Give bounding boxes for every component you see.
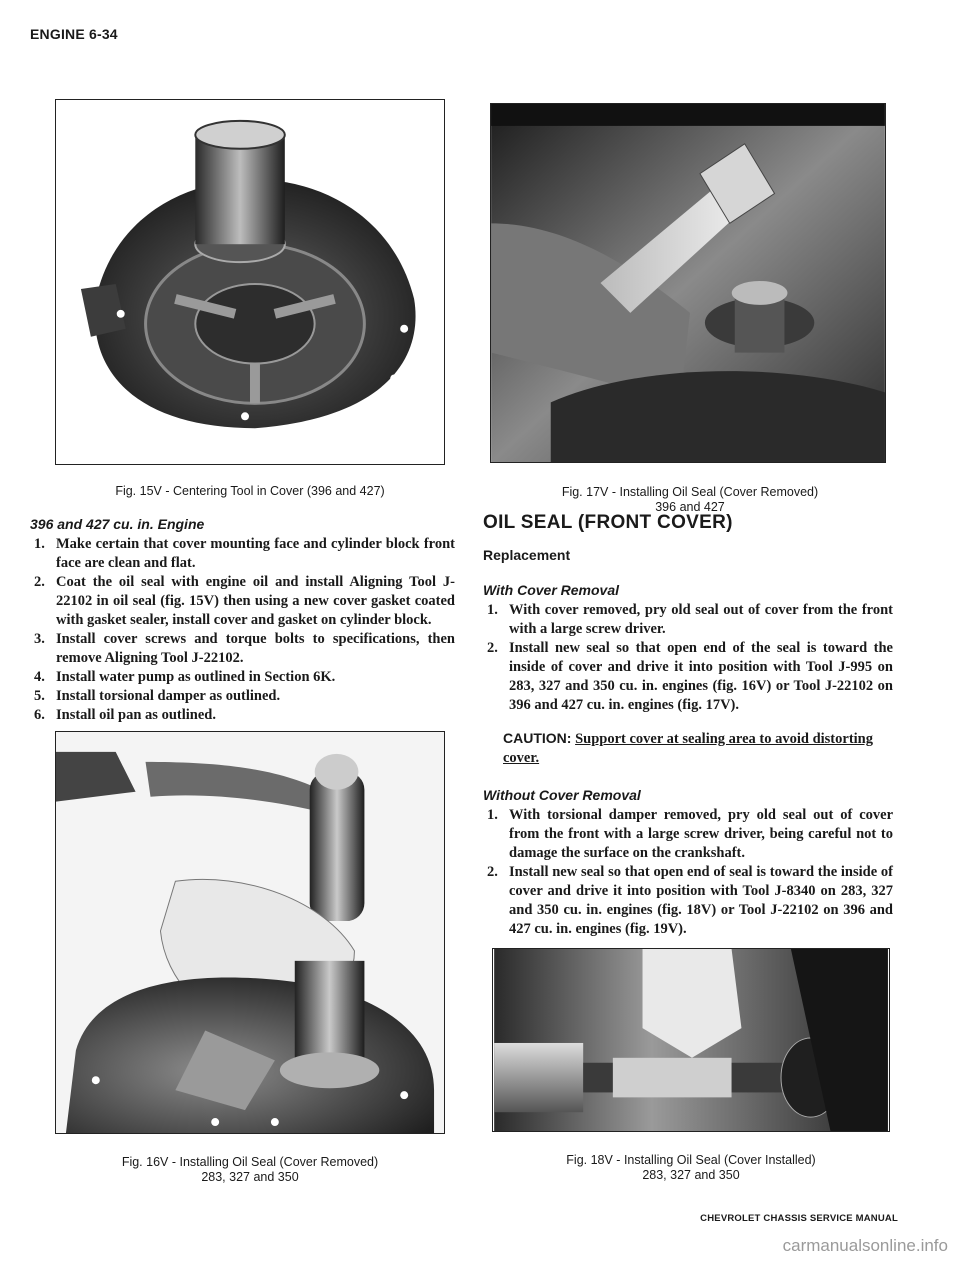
caption-line: Fig. 18V - Installing Oil Seal (Cover Installed) [566,1153,816,1167]
list-item [34,630,455,668]
figure-16v-photo [55,731,445,1134]
caption-line: Fig. 16V - Installing Oil Seal (Cover Removed) [121,1155,379,1169]
with-removal-steps-list [487,601,893,715]
step-number: 2. [34,574,45,590]
step-text: With torsional damper removed, pry old seal out of cover from the front with a large screw driver, being careful not to damage the surface on the crankshaft. [509,807,893,861]
with-cover-removal-heading: With Cover Removal [483,582,620,598]
step-text: Install torsional damper as outlined. [56,688,281,704]
step-number: 1. [487,602,498,618]
step-text: Install new seal so that open end of seal is toward the inside of cover and drive it into position with Tool J-8340 on 283, 327 and 350 cu. in. engines (fig. 18V) or Tool J-22102 on 396 and 427 cu. in. engines (fig. 19V). [509,864,893,937]
caption-line: Fig. 15V - Centering Tool in Cover (396 and 427) [115,484,385,498]
hand-hammer-seal-tool-illustration [56,732,444,1133]
section-title: OIL SEAL (FRONT COVER) [483,512,733,533]
right-column-text [483,513,893,939]
list-item [34,687,455,706]
step-text: Make certain that cover mounting face and cylinder block front face are clean and flat. [56,536,455,571]
caption-line: 283, 327 and 350 [201,1170,299,1184]
list-item [34,535,455,573]
step-text: With cover removed, pry old seal out of cover from the front with a large screw driver. [509,602,893,637]
step-number: 1. [34,536,45,552]
page-header: ENGINE 6-34 [30,26,118,42]
hand-hammer-seal-installed-illustration [493,949,889,1131]
without-cover-removal-heading: Without Cover Removal [483,787,641,803]
step-text: Install cover screws and torque bolts to specifications, then remove Aligning Tool J-22102. [56,631,455,666]
figure-17v-photo [490,103,886,463]
step-number: 1. [487,807,498,823]
caption-line: 283, 327 and 350 [642,1168,740,1182]
step-number: 2. [487,864,498,880]
list-item [34,706,455,725]
figure-17v-caption [490,485,890,515]
hammer-installing-seal-illustration [491,104,885,462]
caution-text: Support cover at sealing area to avoid distorting cover. [503,731,873,766]
step-number: 3. [34,631,45,647]
step-text: Coat the oil seal with engine oil and install Aligning Tool J-22102 in oil seal (fig. 15V) then using a new cover gasket coated with gasket sealer, install cover and gasket on cylinder block. [56,574,455,628]
figure-18v-photo [492,948,890,1132]
list-item [34,573,455,630]
caution-label: CAUTION: [503,730,572,746]
without-removal-steps-list [487,806,893,939]
left-column-text [30,515,455,725]
install-steps-list [34,535,455,725]
step-number: 2. [487,640,498,656]
manual-footer: CHEVROLET CHASSIS SERVICE MANUAL [700,1213,898,1224]
replacement-subtitle: Replacement [483,547,571,563]
step-text: Install new seal so that open end of the seal is toward the inside of cover and drive it into position with Tool J-995 on 283, 327 and 350 cu. in. engines (fig. 16V) or Tool J-22102 on 396 and 427 cu. in. engines (fig. 17V). [509,640,893,713]
figure-15v-caption [55,484,445,499]
step-text: Install water pump as outlined in Section 6K. [56,669,336,685]
caption-line: Fig. 17V - Installing Oil Seal (Cover Removed) [561,485,819,499]
figure-18v-caption [492,1153,890,1183]
engine-heading: 396 and 427 cu. in. Engine [30,516,205,532]
step-number: 4. [34,669,45,685]
list-item [487,806,893,863]
step-number: 6. [34,707,45,723]
list-item [34,668,455,687]
list-item [487,639,893,715]
cover-centering-tool-illustration [56,100,444,464]
step-number: 5. [34,688,45,704]
caution-note [503,729,893,768]
site-watermark: carmanualsonline.info [782,1236,948,1255]
figure-16v-caption [55,1155,445,1185]
step-text: Install oil pan as outlined. [56,707,216,723]
list-item [487,863,893,939]
figure-15v-photo [55,99,445,465]
list-item [487,601,893,639]
caption-line: 396 and 427 [655,500,725,514]
